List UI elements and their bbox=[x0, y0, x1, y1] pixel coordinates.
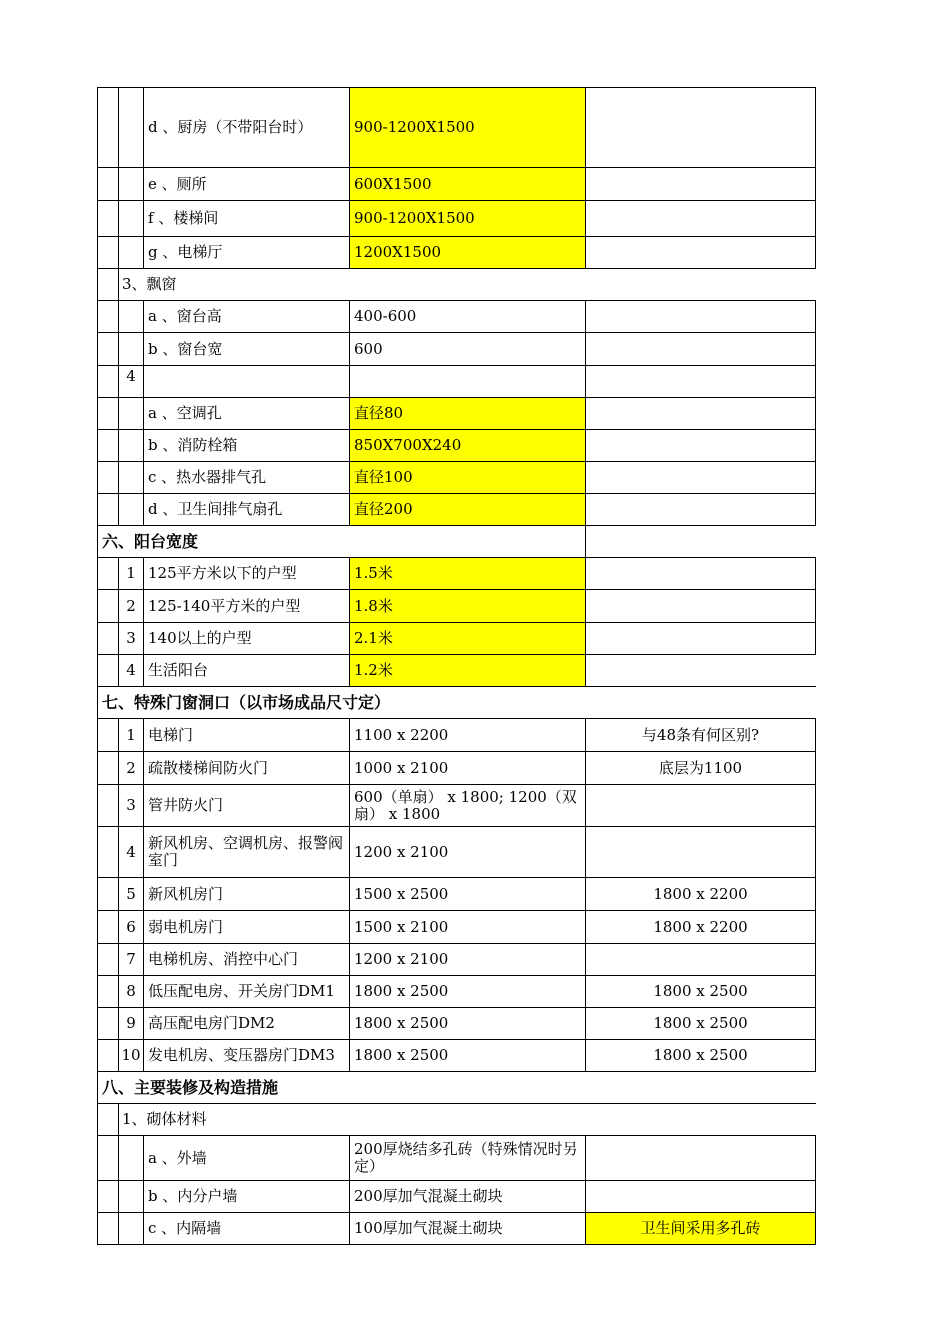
item-name: 140以上的户型 bbox=[148, 629, 252, 647]
col-border bbox=[815, 200, 816, 237]
col-border bbox=[585, 943, 586, 975]
col-border bbox=[349, 718, 350, 751]
row-number bbox=[119, 333, 143, 365]
col-border bbox=[97, 686, 98, 718]
item-name: 发电机房、变压器房门DM3 bbox=[148, 1046, 335, 1064]
col-border bbox=[349, 784, 350, 826]
item-size: 1000 x 2100 bbox=[354, 758, 449, 777]
col-border bbox=[97, 461, 98, 493]
col-border bbox=[143, 332, 144, 365]
row-number: 9 bbox=[126, 1014, 136, 1032]
col-border bbox=[118, 557, 119, 589]
col-border bbox=[97, 332, 98, 365]
row-number: 10 bbox=[121, 1046, 141, 1064]
row-number: 2 bbox=[126, 758, 136, 777]
item-note: 1800 x 2500 bbox=[653, 1046, 748, 1064]
col-border bbox=[118, 910, 119, 943]
item-note bbox=[586, 88, 815, 167]
col-border bbox=[585, 654, 586, 686]
col-border bbox=[815, 1180, 816, 1213]
row-number bbox=[119, 301, 143, 332]
col-border bbox=[143, 87, 144, 167]
col-border bbox=[815, 589, 816, 623]
col-border bbox=[118, 826, 119, 877]
col-border bbox=[97, 784, 98, 826]
col-border bbox=[97, 397, 98, 429]
col-border bbox=[815, 365, 816, 398]
row-number: 3 bbox=[126, 796, 136, 814]
row-number bbox=[119, 1213, 143, 1244]
item-note bbox=[586, 1181, 815, 1212]
item-note: 1800 x 2500 bbox=[653, 1014, 748, 1032]
item-note: 1800 x 2500 bbox=[653, 982, 748, 1000]
col-border bbox=[815, 167, 816, 201]
col-border bbox=[143, 557, 144, 589]
col-border bbox=[815, 332, 816, 366]
col-border bbox=[585, 397, 586, 429]
item-note bbox=[586, 333, 815, 365]
item-size: 200厚烧结多孔砖（特殊情况时另定） bbox=[354, 1140, 578, 1175]
col-border bbox=[815, 826, 816, 878]
col-border bbox=[118, 718, 119, 751]
col-border bbox=[118, 784, 119, 826]
col-border bbox=[118, 943, 119, 975]
col-border bbox=[349, 1007, 350, 1039]
col-border bbox=[815, 975, 816, 1008]
col-border bbox=[349, 461, 350, 493]
col-border bbox=[143, 1180, 144, 1212]
col-border bbox=[97, 1039, 98, 1071]
item-note: 1800 x 2200 bbox=[653, 884, 748, 903]
col-border bbox=[118, 1135, 119, 1180]
col-border bbox=[143, 751, 144, 784]
item-name: 管井防火门 bbox=[148, 796, 224, 814]
item-name: 125-140平方米的户型 bbox=[148, 596, 301, 615]
item-size: 600 bbox=[354, 339, 383, 358]
col-border bbox=[143, 826, 144, 877]
col-border bbox=[585, 589, 586, 622]
col-border bbox=[118, 87, 119, 167]
col-border bbox=[97, 1071, 98, 1103]
col-border bbox=[585, 461, 586, 493]
row-number: 1 bbox=[126, 725, 136, 744]
col-border bbox=[143, 589, 144, 622]
col-border bbox=[585, 784, 586, 826]
item-name: g 、电梯厅 bbox=[148, 243, 223, 261]
col-border bbox=[585, 1212, 586, 1244]
col-border bbox=[585, 167, 586, 200]
section-title: 七、特殊门窗洞口（以市场成品尺寸定） bbox=[102, 693, 391, 712]
item-size: 1800 x 2500 bbox=[354, 982, 449, 1000]
col-border bbox=[349, 236, 350, 268]
col-border bbox=[349, 589, 350, 622]
item-size: 1.5米 bbox=[350, 558, 585, 589]
col-border bbox=[143, 654, 144, 686]
col-border bbox=[97, 236, 98, 268]
col-border bbox=[585, 1007, 586, 1039]
col-border bbox=[585, 826, 586, 877]
col-border bbox=[118, 622, 119, 654]
col-border bbox=[349, 300, 350, 332]
col-border bbox=[349, 1180, 350, 1212]
col-border bbox=[349, 397, 350, 429]
col-border bbox=[97, 1103, 98, 1135]
col-border bbox=[97, 300, 98, 332]
col-border bbox=[585, 975, 586, 1007]
item-note bbox=[586, 827, 815, 877]
col-border bbox=[143, 910, 144, 943]
col-border bbox=[585, 557, 586, 589]
col-border bbox=[815, 461, 816, 494]
item-note bbox=[586, 430, 815, 461]
item-size: 400-600 bbox=[354, 307, 417, 325]
col-border bbox=[349, 622, 350, 654]
row-number bbox=[119, 168, 143, 200]
col-border bbox=[97, 1212, 98, 1244]
col-border bbox=[585, 718, 586, 751]
row-number bbox=[119, 462, 143, 493]
item-note bbox=[586, 237, 815, 268]
item-size: 1800 x 2500 bbox=[354, 1046, 449, 1064]
row-number: 2 bbox=[126, 596, 136, 615]
col-border bbox=[118, 461, 119, 493]
col-border bbox=[349, 200, 350, 236]
item-size: 1200 x 2100 bbox=[354, 842, 449, 861]
col-border bbox=[585, 87, 586, 167]
col-border bbox=[143, 365, 144, 397]
item-name: b 、内分户墙 bbox=[148, 1187, 238, 1205]
col-border bbox=[143, 622, 144, 654]
col-border bbox=[349, 751, 350, 784]
col-border bbox=[143, 397, 144, 429]
row-number: 4 bbox=[126, 842, 136, 861]
col-border bbox=[97, 87, 98, 167]
col-border bbox=[585, 200, 586, 236]
col-border bbox=[97, 826, 98, 877]
item-note: 底层为1100 bbox=[658, 758, 743, 777]
item-size: 600X1500 bbox=[350, 168, 585, 200]
col-border bbox=[97, 167, 98, 200]
col-border bbox=[585, 1039, 586, 1071]
row-number: 4 bbox=[126, 661, 136, 679]
item-note bbox=[586, 168, 815, 200]
item-name: c 、热水器排气孔 bbox=[148, 468, 267, 486]
item-name bbox=[144, 366, 349, 397]
col-border bbox=[815, 751, 816, 785]
col-border bbox=[97, 429, 98, 461]
item-note bbox=[586, 462, 815, 493]
col-border bbox=[349, 975, 350, 1007]
col-border bbox=[815, 622, 816, 655]
col-border bbox=[585, 493, 586, 525]
col-border bbox=[97, 1180, 98, 1212]
item-size: 1.8米 bbox=[350, 590, 585, 622]
item-size: 1800 x 2500 bbox=[354, 1014, 449, 1032]
col-border bbox=[815, 877, 816, 911]
col-border bbox=[97, 751, 98, 784]
col-border bbox=[97, 268, 98, 300]
col-border bbox=[349, 826, 350, 877]
col-border bbox=[349, 1135, 350, 1180]
col-border bbox=[585, 1180, 586, 1212]
col-border bbox=[349, 654, 350, 686]
col-border bbox=[815, 1007, 816, 1040]
col-border bbox=[143, 200, 144, 236]
item-name: 电梯机房、消控中心门 bbox=[148, 950, 299, 968]
row-number: 8 bbox=[126, 982, 136, 1000]
item-name: b 、消防栓箱 bbox=[148, 436, 238, 454]
item-size: 1500 x 2500 bbox=[354, 884, 449, 903]
item-name: 新风机房、空调机房、报警阀室门 bbox=[148, 834, 344, 869]
item-name: a 、窗台高 bbox=[148, 307, 222, 325]
col-border bbox=[349, 493, 350, 525]
item-size: 900-1200X1500 bbox=[350, 88, 585, 167]
col-border bbox=[118, 493, 119, 525]
col-border bbox=[815, 493, 816, 526]
col-border bbox=[118, 200, 119, 236]
col-border bbox=[97, 877, 98, 910]
col-border bbox=[97, 910, 98, 943]
item-name: d 、卫生间排气扇孔 bbox=[148, 500, 283, 518]
col-border bbox=[118, 1103, 119, 1135]
item-size bbox=[350, 366, 585, 397]
col-border bbox=[349, 557, 350, 589]
col-border bbox=[97, 654, 98, 686]
col-border bbox=[143, 1007, 144, 1039]
item-note bbox=[586, 590, 815, 622]
item-name: 高压配电房门DM2 bbox=[148, 1014, 275, 1032]
item-name: a 、空调孔 bbox=[148, 404, 222, 422]
item-note bbox=[586, 785, 815, 826]
item-size: 1500 x 2100 bbox=[354, 917, 449, 936]
item-note bbox=[586, 944, 815, 975]
item-size: 直径200 bbox=[350, 494, 585, 525]
col-border bbox=[585, 525, 586, 557]
item-size: 1100 x 2200 bbox=[354, 725, 449, 744]
col-border bbox=[143, 461, 144, 493]
item-size: 1200 x 2100 bbox=[354, 950, 449, 968]
item-size: 1.2米 bbox=[350, 655, 585, 686]
col-border bbox=[349, 910, 350, 943]
col-border bbox=[97, 1135, 98, 1180]
col-border bbox=[143, 167, 144, 200]
col-border bbox=[97, 943, 98, 975]
col-border bbox=[585, 751, 586, 784]
item-size: 直径100 bbox=[350, 462, 585, 493]
col-border bbox=[118, 751, 119, 784]
col-border bbox=[118, 397, 119, 429]
col-border bbox=[143, 493, 144, 525]
col-border bbox=[97, 525, 98, 557]
col-border bbox=[97, 200, 98, 236]
col-border bbox=[97, 589, 98, 622]
col-border bbox=[349, 87, 350, 167]
table-bottom-border bbox=[97, 1244, 816, 1245]
col-border bbox=[143, 1039, 144, 1071]
item-note bbox=[586, 366, 815, 397]
row-number: 4 bbox=[126, 367, 136, 385]
col-border bbox=[815, 784, 816, 827]
col-border bbox=[118, 1039, 119, 1071]
item-note bbox=[586, 623, 815, 654]
item-note bbox=[586, 655, 815, 686]
col-border bbox=[118, 365, 119, 397]
col-border bbox=[815, 718, 816, 752]
col-border bbox=[349, 365, 350, 397]
item-note bbox=[586, 558, 815, 589]
col-border bbox=[143, 236, 144, 268]
col-border bbox=[118, 236, 119, 268]
col-border bbox=[143, 975, 144, 1007]
item-note bbox=[586, 494, 815, 525]
col-border bbox=[97, 493, 98, 525]
col-border bbox=[97, 557, 98, 589]
col-border bbox=[349, 943, 350, 975]
row-number bbox=[119, 201, 143, 236]
col-border bbox=[815, 429, 816, 462]
item-note: 1800 x 2200 bbox=[653, 917, 748, 936]
col-border bbox=[143, 1135, 144, 1180]
item-name: 低压配电房、开关房门DM1 bbox=[148, 982, 335, 1000]
col-border bbox=[585, 910, 586, 943]
col-border bbox=[143, 784, 144, 826]
item-name: d 、厨房（不带阳台时） bbox=[148, 118, 313, 136]
col-border bbox=[815, 1135, 816, 1181]
item-size: 600（单扇） x 1800; 1200（双扇） x 1800 bbox=[354, 787, 577, 823]
row-number bbox=[119, 1181, 143, 1212]
col-border bbox=[97, 365, 98, 397]
col-border bbox=[815, 87, 816, 168]
col-border bbox=[815, 1039, 816, 1072]
section-title: 六、阳台宽度 bbox=[102, 532, 199, 551]
item-note: 与48条有何区别? bbox=[641, 725, 760, 744]
row-number: 6 bbox=[126, 917, 136, 936]
row-number bbox=[119, 237, 143, 268]
subsection-title: 3、飘窗 bbox=[122, 275, 177, 293]
col-border bbox=[118, 1007, 119, 1039]
item-size: 900-1200X1500 bbox=[350, 201, 585, 236]
col-border bbox=[815, 1212, 816, 1245]
col-border bbox=[349, 167, 350, 200]
item-name: c 、内隔墙 bbox=[148, 1219, 222, 1237]
item-name: 生活阳台 bbox=[148, 661, 209, 679]
col-border bbox=[815, 300, 816, 333]
item-name: 电梯门 bbox=[148, 725, 194, 744]
col-border bbox=[118, 1212, 119, 1244]
col-border bbox=[118, 1180, 119, 1212]
col-border bbox=[585, 236, 586, 268]
col-border bbox=[118, 167, 119, 200]
item-size: 直径80 bbox=[350, 398, 585, 429]
item-name: 弱电机房门 bbox=[148, 917, 224, 936]
col-border bbox=[585, 877, 586, 910]
col-border bbox=[815, 943, 816, 976]
item-note bbox=[586, 1136, 815, 1180]
row-number: 1 bbox=[126, 564, 136, 582]
item-name: 125平方米以下的户型 bbox=[148, 564, 297, 582]
col-border bbox=[349, 1212, 350, 1244]
col-border bbox=[97, 718, 98, 751]
col-border bbox=[97, 1007, 98, 1039]
item-size: 2.1米 bbox=[350, 623, 585, 654]
item-note bbox=[586, 201, 815, 236]
col-border bbox=[118, 975, 119, 1007]
col-border bbox=[585, 429, 586, 461]
col-border bbox=[143, 1212, 144, 1244]
col-border bbox=[118, 589, 119, 622]
item-note bbox=[586, 301, 815, 332]
col-border bbox=[118, 654, 119, 686]
item-size: 100厚加气混凝土砌块 bbox=[354, 1219, 503, 1237]
col-border bbox=[97, 622, 98, 654]
row-number bbox=[119, 430, 143, 461]
col-border bbox=[585, 622, 586, 654]
col-border bbox=[118, 877, 119, 910]
item-name: a 、外墙 bbox=[148, 1148, 207, 1167]
item-size: 200厚加气混凝土砌块 bbox=[354, 1187, 503, 1205]
col-border bbox=[815, 910, 816, 944]
col-border bbox=[349, 332, 350, 365]
col-border bbox=[585, 300, 586, 332]
col-border bbox=[143, 429, 144, 461]
col-border bbox=[585, 1135, 586, 1180]
item-name: 新风机房门 bbox=[148, 884, 224, 903]
col-border bbox=[143, 718, 144, 751]
row-number bbox=[119, 398, 143, 429]
item-note: 卫生间采用多孔砖 bbox=[586, 1213, 815, 1244]
row-number: 5 bbox=[126, 884, 136, 903]
col-border bbox=[118, 300, 119, 332]
subsection-title: 1、砌体材料 bbox=[122, 1110, 207, 1128]
item-name: 疏散楼梯间防火门 bbox=[148, 758, 269, 777]
item-name: e 、厕所 bbox=[148, 174, 207, 193]
item-note bbox=[586, 398, 815, 429]
row-number bbox=[119, 1136, 143, 1180]
row-number bbox=[119, 88, 143, 167]
item-size: 850X700X240 bbox=[350, 430, 585, 461]
col-border bbox=[143, 877, 144, 910]
col-border bbox=[143, 300, 144, 332]
col-border bbox=[585, 365, 586, 397]
section-title: 八、主要装修及构造措施 bbox=[102, 1078, 279, 1097]
col-border bbox=[118, 429, 119, 461]
item-name: f 、楼梯间 bbox=[148, 209, 219, 227]
col-border bbox=[349, 1039, 350, 1071]
col-border bbox=[815, 236, 816, 269]
col-border bbox=[349, 877, 350, 910]
col-border bbox=[349, 429, 350, 461]
col-border bbox=[815, 557, 816, 590]
col-border bbox=[118, 268, 119, 300]
item-size: 1200X1500 bbox=[350, 237, 585, 268]
col-border bbox=[97, 975, 98, 1007]
row-number bbox=[119, 494, 143, 525]
col-border bbox=[585, 332, 586, 365]
col-border bbox=[143, 943, 144, 975]
row-number: 3 bbox=[126, 629, 136, 647]
row-number: 7 bbox=[126, 950, 136, 968]
col-border bbox=[815, 397, 816, 430]
item-name: b 、窗台宽 bbox=[148, 339, 223, 358]
col-border bbox=[118, 332, 119, 365]
